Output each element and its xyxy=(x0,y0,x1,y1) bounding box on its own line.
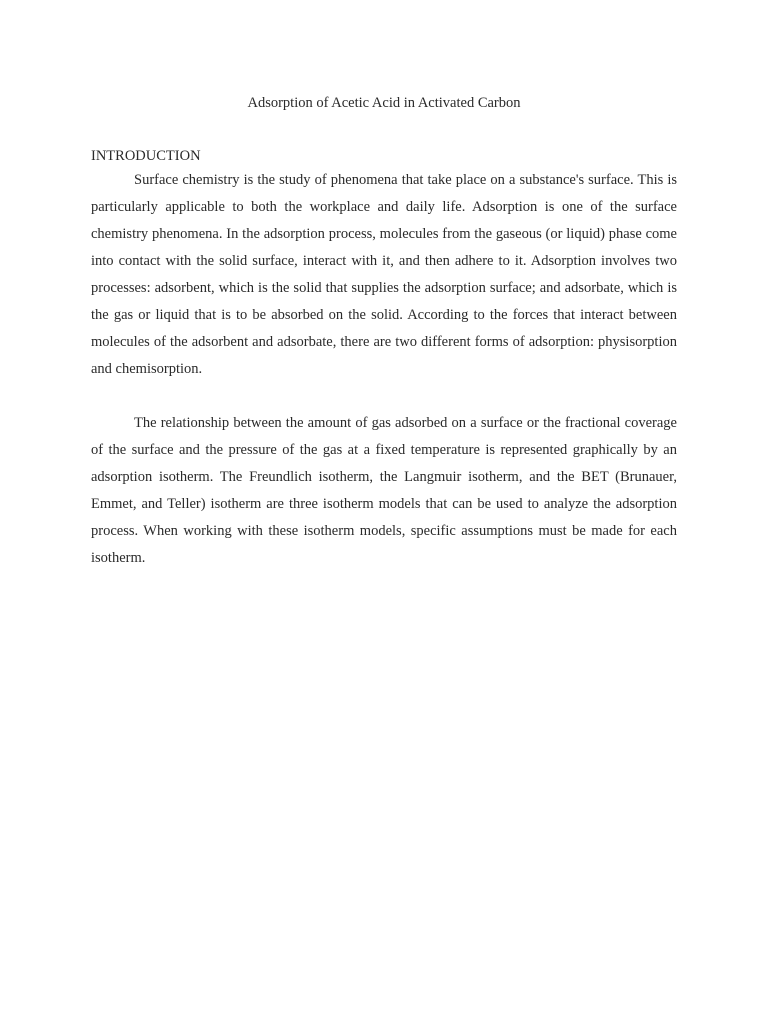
paragraph-adsorption-isotherm: The relationship between the amount of gas adsorbed on a surface or the fractional coverage of the surface and the pressure of the gas at a fixed temperature is represented graphically by an adsorption isotherm. The Freundlich isotherm, the Langmuir isotherm, and the BET (Brunauer, Emmet, and Teller) isotherm are three isotherm models that can be used to analyze the adsorption process. When working with these isotherm models, specific assumptions must be made for each isotherm. xyxy=(91,415,677,566)
document-title: Adsorption of Acetic Acid in Activated Carbon xyxy=(247,95,521,111)
paragraph-surface-chemistry: Surface chemistry is the study of phenomena that take place on a substance's surface. This is particularly applicable to both the workplace and daily life. Adsorption is one of the surface chemistry phenomena. In the adsorption process, molecules from the gaseous (or liquid) phase come into contact with the solid surface, interact with it, and then adhere to it. Adsorption involves two processes: adsorbent, which is the solid that supplies the adsorption surface; and adsorbate, which is the gas or liquid that is to be absorbed on the solid. According to the forces that interact between molecules of the adsorbent and adsorbate, there are two different forms of adsorption: physisorption and chemisorption. xyxy=(91,172,677,377)
section-heading-introduction: INTRODUCTION xyxy=(91,148,201,164)
